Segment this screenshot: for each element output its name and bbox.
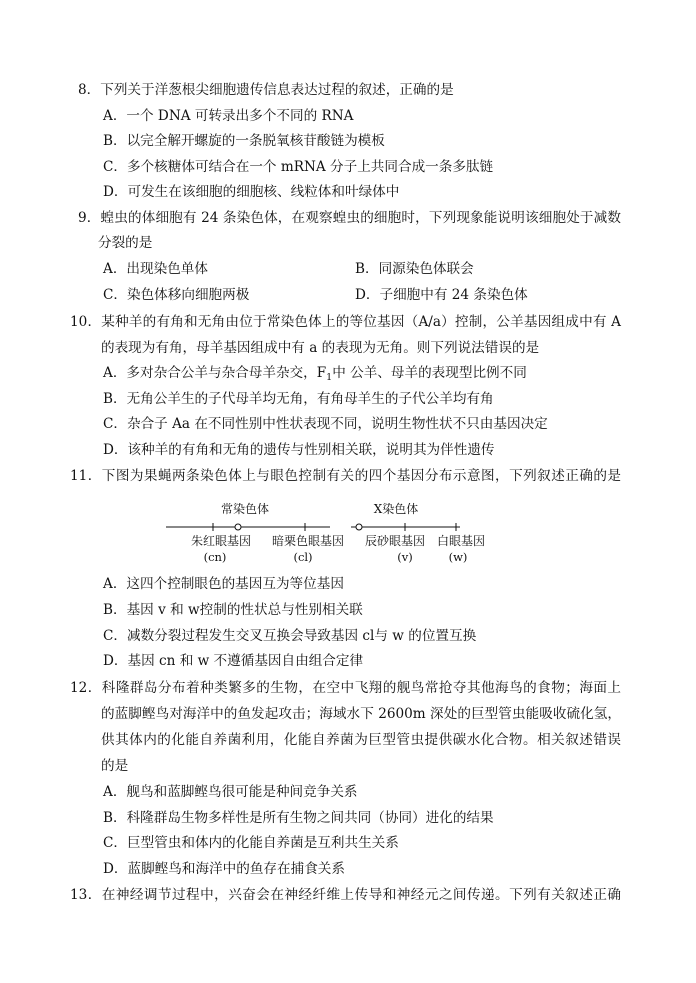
question-9-option-a: A．出现染色单体 <box>103 261 208 277</box>
gene-name-w: 白眼基因 <box>436 534 486 548</box>
question-10-option-a <box>103 363 527 383</box>
question-10-stem-line-2: 的表现为有角，母羊基因组成中有 a 的表现为无角。则下列说法错误的是 <box>101 340 540 356</box>
question-9-stem-line-1: 9．蝗虫的体细胞有 24 条染色体，在观察蝗虫的细胞时，下列现象能说明该细胞处于减数 <box>78 210 621 226</box>
question-8-option-a: A．一个 DNA 可转录出多个不同的 RNA <box>103 108 354 124</box>
question-12-option-a: A．舰鸟和蓝脚鲣鸟很可能是种间竞争关系 <box>103 784 358 800</box>
gene-symbol-cn: (cn) <box>203 550 227 564</box>
option-a-tail: 中 公羊、母羊的表现型比例不同 <box>332 365 527 381</box>
question-10-stem-line-1: 10．某种羊的有角和无角由位于常染色体上的等位基因（A/a）控制，公羊基因组成中有 A <box>70 314 621 330</box>
question-8-option-b: B．以完全解开螺旋的一条脱氧核苷酸链为模板 <box>103 133 385 149</box>
question-11-option-c: C．减数分裂过程发生交叉互换会导致基因 cl与 w 的位置互换 <box>103 628 477 644</box>
question-10-option-c: C．杂合子 Aa 在不同性别中性状表现不同，说明生物性状不只由基因决定 <box>103 416 548 432</box>
x-chromosome-centromere <box>356 524 362 530</box>
question-12-stem-line-1: 12．科隆群岛分布着种类繁多的生物，在空中飞翔的舰鸟常抢夺其他海鸟的食物；海面上 <box>70 680 621 696</box>
question-10-option-d: D．该种羊的有角和无角的遗传与性别相关联，说明其为伴性遗传 <box>103 442 495 458</box>
question-11-stem: 11．下图为果蝇两条染色体上与眼色控制有关的四个基因分布示意图，下列叙述正确的是 <box>70 468 621 484</box>
question-12-stem-line-3: 供其体内的化能自养菌利用，化能自养菌为巨型管虫提供碳水化合物。相关叙述错误 <box>101 732 621 748</box>
question-9-option-c: C．染色体移向细胞两极 <box>103 287 250 303</box>
question-11-option-d: D．基因 cn 和 w 不遵循基因自由组合定律 <box>103 653 364 669</box>
gene-symbol-w: (w) <box>448 550 468 564</box>
option-a-subscript: 1 <box>326 372 333 383</box>
x-chromosome-label: X染色体 <box>373 502 419 516</box>
question-8-stem: 8．下列关于洋葱根尖细胞遗传信息表达过程的叙述，正确的是 <box>78 82 454 98</box>
gene-name-cn: 朱红眼基因 <box>190 534 252 548</box>
gene-symbol-cl: (cl) <box>293 550 313 564</box>
chromosome-gene-diagram <box>0 495 696 567</box>
gene-name-cl: 暗栗色眼基因 <box>271 534 345 548</box>
autosome-centromere <box>235 524 241 530</box>
question-12-stem-line-4: 的是 <box>101 758 129 774</box>
gene-name-v: 辰砂眼基因 <box>364 534 426 548</box>
question-9-stem-line-2: 分裂的是 <box>98 235 153 251</box>
question-8-option-d: D．可发生在该细胞的细胞核、线粒体和叶绿体中 <box>103 184 400 200</box>
question-9-option-b: B．同源染色体联会 <box>355 261 474 277</box>
question-11-option-a: A．这四个控制眼色的基因互为等位基因 <box>103 576 344 592</box>
question-13-stem-line-1: 13．在神经调节过程中，兴奋会在神经纤维上传导和神经元之间传递。下列有关叙述正确 <box>70 887 621 903</box>
question-12-option-d: D．蓝脚鲣鸟和海洋中的鱼存在捕食关系 <box>103 861 345 877</box>
question-10-option-b: B．无角公羊生的子代母羊均无角，有角母羊生的子代公羊均有角 <box>103 391 494 407</box>
gene-symbol-v: (v) <box>397 550 413 564</box>
question-12-option-c: C．巨型管虫和体内的化能自养菌是互利共生关系 <box>103 835 399 851</box>
question-12-option-b: B．科隆群岛生物多样性是所有生物之间共同（协同）进化的结果 <box>103 810 494 826</box>
question-11-option-b: B．基因 v 和 w控制的性状总与性别相关联 <box>103 602 363 618</box>
autosome-label: 常染色体 <box>220 502 270 516</box>
question-9-option-d: D．子细胞中有 24 条染色体 <box>355 287 528 303</box>
question-12-stem-line-2: 的蓝脚鲣鸟对海洋中的鱼发起攻击；海域水下 2600m 深处的巨型管虫能吸收硫化氢， <box>101 706 621 722</box>
option-a-text: A．多对杂合公羊与杂合母羊杂交，F <box>103 365 327 381</box>
question-8-option-c: C．多个核糖体可结合在一个 mRNA 分子上共同合成一条多肽链 <box>103 159 494 175</box>
